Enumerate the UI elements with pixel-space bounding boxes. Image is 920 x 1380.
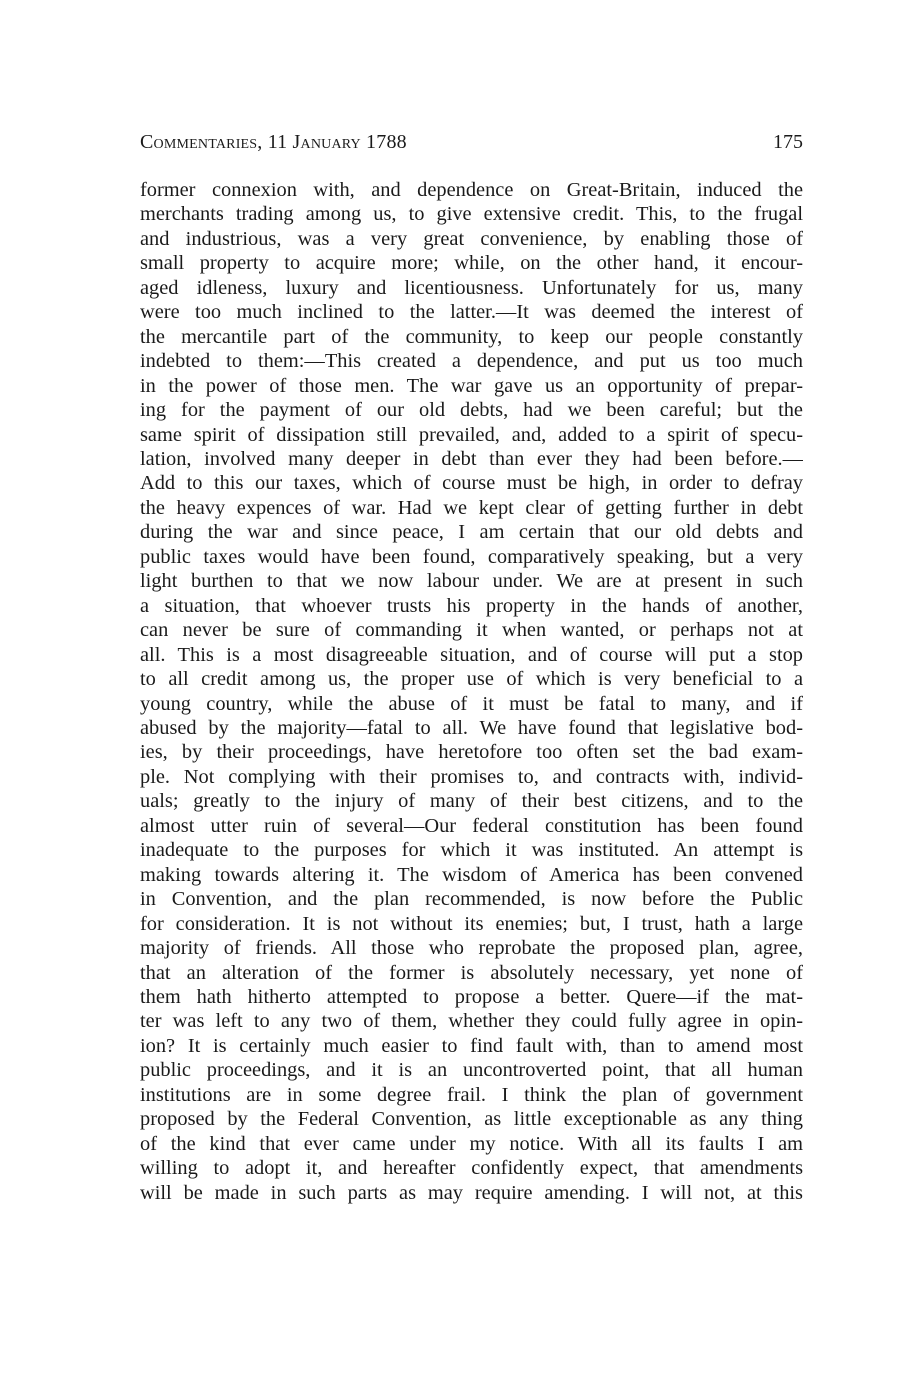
running-title: Commentaries, 11 January 1788: [140, 131, 407, 153]
text-line: public taxes would have been found, comparatively speaking, but a very: [140, 545, 803, 568]
text-line: uals; greatly to the injury of many of their best citizens, and to the: [140, 790, 803, 813]
text-line: Add to this our taxes, which of course must be high, in order to defray: [140, 472, 803, 495]
text-line: abused by the majority—fatal to all. We have found that legislative bod-: [140, 716, 803, 739]
text-line: merchants trading among us, to give extensive credit. This, to the frugal: [140, 203, 803, 226]
text-line: young country, while the abuse of it must be fatal to many, and if: [140, 692, 803, 715]
text-line: ing for the payment of our old debts, had we been careful; but the: [140, 399, 803, 422]
text-line: same spirit of dissipation still prevailed, and, added to a spirit of specu-: [140, 423, 803, 446]
text-line: of the kind that ever came under my notice. With all its faults I am: [140, 1132, 803, 1155]
text-line: public proceedings, and it is an uncontroverted point, that all human: [140, 1059, 803, 1082]
text-line: making towards altering it. The wisdom of America has been convened: [140, 863, 803, 886]
text-line: indebted to them:—This created a dependence, and put us too much: [140, 350, 803, 373]
text-line: in the power of those men. The war gave us an opportunity of prepar-: [140, 374, 803, 397]
text-line: can never be sure of commanding it when wanted, or perhaps not at: [140, 619, 803, 642]
page-number: 175: [773, 131, 803, 153]
text-line: proposed by the Federal Convention, as little exceptionable as any thing: [140, 1108, 803, 1131]
text-line: willing to adopt it, and hereafter confidently expect, that amendments: [140, 1157, 803, 1180]
text-line: all. This is a most disagreeable situation, and of course will put a stop: [140, 643, 803, 666]
body-text: [140, 178, 803, 1205]
text-line: were too much inclined to the latter.—It was deemed the interest of: [140, 301, 803, 324]
text-line: will be made in such parts as may require amending. I will not, at this: [140, 1181, 803, 1204]
text-line: ies, by their proceedings, have heretofore too often set the bad exam-: [140, 741, 803, 764]
text-line: the mercantile part of the community, to keep our people constantly: [140, 325, 803, 348]
text-line: during the war and since peace, I am certain that our old debts and: [140, 521, 803, 544]
text-line: ple. Not complying with their promises to, and contracts with, individ-: [140, 765, 803, 788]
text-line: a situation, that whoever trusts his property in the hands of another,: [140, 594, 803, 617]
text-line: for consideration. It is not without its enemies; but, I trust, hath a large: [140, 912, 803, 935]
text-line: ion? It is certainly much easier to find fault with, than to amend most: [140, 1034, 803, 1057]
text-line: institutions are in some degree frail. I think the plan of government: [140, 1083, 803, 1106]
text-line: that an alteration of the former is absolutely necessary, yet none of: [140, 961, 803, 984]
text-line: light burthen to that we now labour under. We are at present in such: [140, 570, 803, 593]
text-line: almost utter ruin of several—Our federal constitution has been found: [140, 814, 803, 837]
text-line: inadequate to the purposes for which it was instituted. An attempt is: [140, 839, 803, 862]
text-line: lation, involved many deeper in debt than ever they had been before.—: [140, 447, 803, 470]
text-line: small property to acquire more; while, on the other hand, it encour-: [140, 252, 803, 275]
text-line: aged idleness, luxury and licentiousness. Unfortunately for us, many: [140, 276, 803, 299]
text-line: to all credit among us, the proper use of which is very beneficial to a: [140, 668, 803, 691]
running-head: [140, 128, 803, 156]
text-line: ter was left to any two of them, whether they could fully agree in opin-: [140, 1010, 803, 1033]
text-line: and industrious, was a very great convenience, by enabling those of: [140, 227, 803, 250]
text-line: majority of friends. All those who reprobate the proposed plan, agree,: [140, 937, 803, 960]
text-line: them hath hitherto attempted to propose a better. Quere—if the mat-: [140, 985, 803, 1008]
text-line: former connexion with, and dependence on Great-Britain, induced the: [140, 179, 803, 201]
text-line: in Convention, and the plan recommended, is now before the Public: [140, 888, 803, 911]
text-line: the heavy expences of war. Had we kept clear of getting further in debt: [140, 496, 803, 519]
